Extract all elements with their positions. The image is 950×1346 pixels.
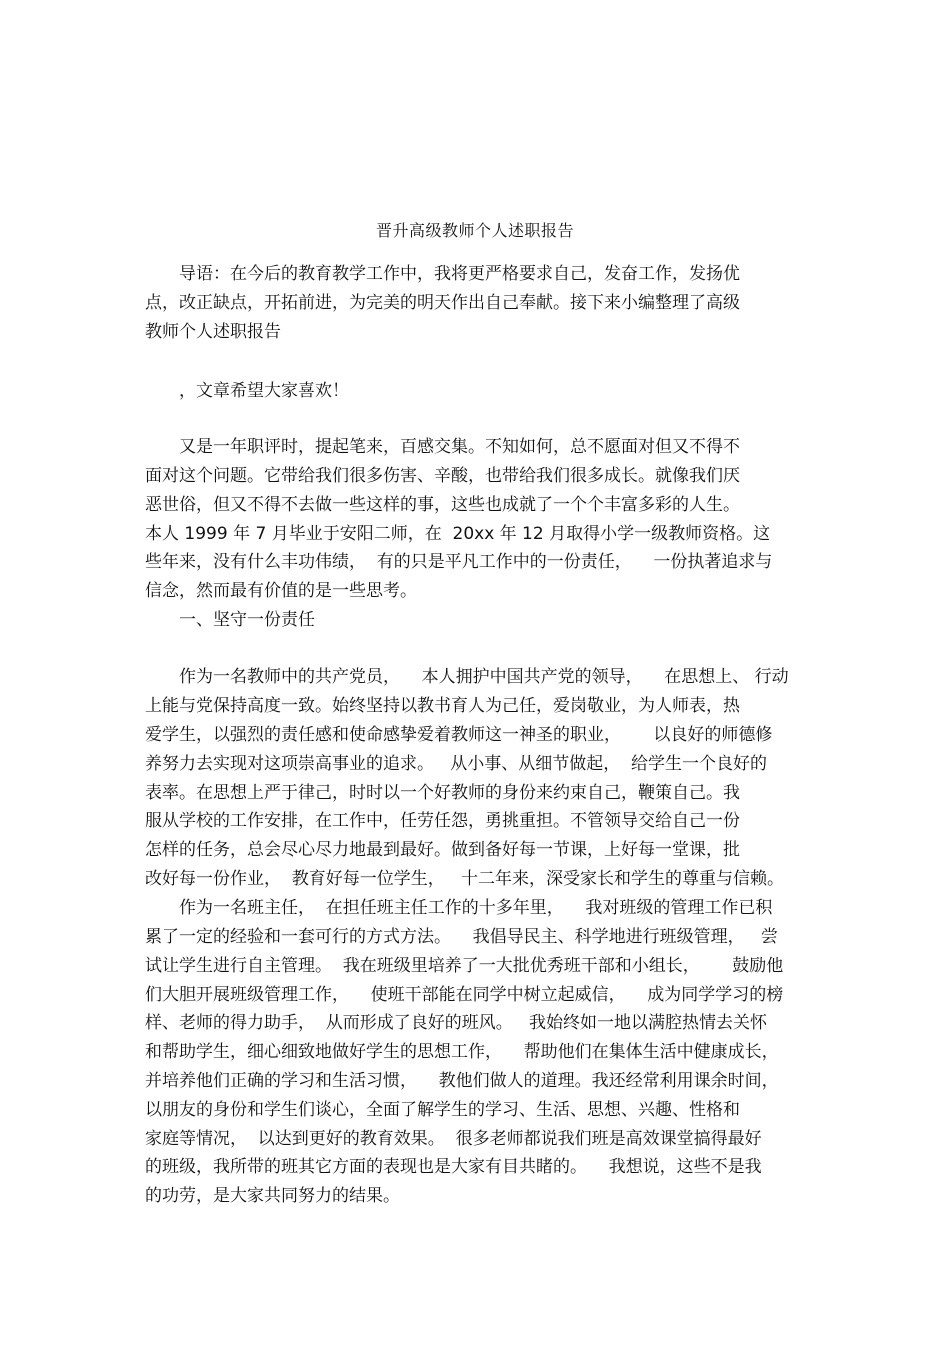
text-line: 点，改正缺点，开拓前进，为完美的明天作出自己奉献。接下来小编整理了高级 bbox=[145, 293, 740, 313]
text-line: 爱学生，以强烈的责任感和使命感挚爱着教师这一神圣的职业， 以良好的师德修 bbox=[145, 725, 773, 745]
text-line: 本人 1999 年 7 月毕业于安阳二师，在 20xx 年 12 月取得小学一级教师资格。这 bbox=[145, 524, 771, 544]
text-line: 和帮助学生，细心细致地做好学生的思想工作， 帮助他们在集体生活中健康成长， bbox=[145, 1042, 779, 1062]
text-line: 并培养他们正确的学习和生活习惯， 教他们做人的道理。我还经常利用课余时间， bbox=[145, 1071, 779, 1091]
text-line: 又是一年职评时，提起笔来，百感交集。不知如何，总不愿面对但又不得不 bbox=[145, 437, 740, 457]
text-line: 作为一名班主任， 在担任班主任工作的十多年里， 我对班级的管理工作已积 bbox=[145, 898, 773, 918]
text-line: 样、老师的得力助手， 从而形成了良好的班风。 我始终如一地以满腔热情去关怀 bbox=[145, 1013, 768, 1033]
text-line: 试让学生进行自主管理。 我在班级里培养了一大批优秀班干部和小组长， 鼓励他 bbox=[145, 956, 784, 976]
section-heading: 一、坚守一份责任 bbox=[145, 610, 315, 630]
text-line: 家庭等情况， 以达到更好的教育效果。 很多老师都说我们班是高效课堂搞得最好 bbox=[145, 1129, 762, 1149]
text-line: 服从学校的工作安排，在工作中，任劳任怨，勇挑重担。不管领导交给自己一份 bbox=[145, 811, 740, 831]
text-line: 上能与党保持高度一致。始终坚持以教书育人为己任，爱岗敬业，为人师表，热 bbox=[145, 696, 740, 716]
text-line: 养努力去实现对这项崇高事业的追求。 从小事、从细节做起， 给学生一个良好的 bbox=[145, 754, 768, 774]
text-line: 信念，然而最有价值的是一些思考。 bbox=[145, 581, 417, 601]
text-line: 怎样的任务，总会尽心尽力地最到最好。做到备好每一节课，上好每一堂课，批 bbox=[145, 840, 740, 860]
text-line: 导语：在今后的教育教学工作中，我将更严格要求自己，发奋工作，发扬优 bbox=[145, 264, 740, 284]
text-line: 们大胆开展班级管理工作， 使班干部能在同学中树立起威信， 成为同学学习的榜 bbox=[145, 985, 784, 1005]
document-title: 晋升高级教师个人述职报告 bbox=[375, 221, 574, 240]
text-line: 以朋友的身份和学生们谈心，全面了解学生的学习、生活、思想、兴趣、性格和 bbox=[145, 1100, 740, 1120]
text-line: 面对这个问题。它带给我们很多伤害、辛酸，也带给我们很多成长。就像我们厌 bbox=[145, 466, 740, 486]
text-line: 的功劳，是大家共同努力的结果。 bbox=[145, 1186, 400, 1206]
text-line: 改好每一份作业， 教育好每一位学生， 十二年来，深受家长和学生的尊重与信赖。 bbox=[145, 869, 785, 889]
text-line: 恶世俗，但又不得不去做一些这样的事，这些也成就了一个个丰富多彩的人生。 bbox=[145, 495, 740, 515]
text-line: 教师个人述职报告 bbox=[145, 322, 281, 342]
text-line: 的班级，我所带的班其它方面的表现也是大家有目共睹的。 我想说，这些不是我 bbox=[145, 1157, 762, 1177]
text-line: 作为一名教师中的共产党员， 本人拥护中国共产党的领导， 在思想上、 行动 bbox=[145, 667, 789, 687]
text-line: 表率。在思想上严于律己，时时以一个好教师的身份来约束自己，鞭策自己。我 bbox=[145, 783, 740, 803]
text-line: 累了一定的经验和一套可行的方式方法。 我倡导民主、科学地进行班级管理， 尝 bbox=[145, 927, 778, 947]
text-line: 些年来，没有什么丰功伟绩， 有的只是平凡工作中的一份责任， 一份执著追求与 bbox=[145, 552, 773, 572]
text-line: ，文章希望大家喜欢！ bbox=[145, 381, 349, 401]
